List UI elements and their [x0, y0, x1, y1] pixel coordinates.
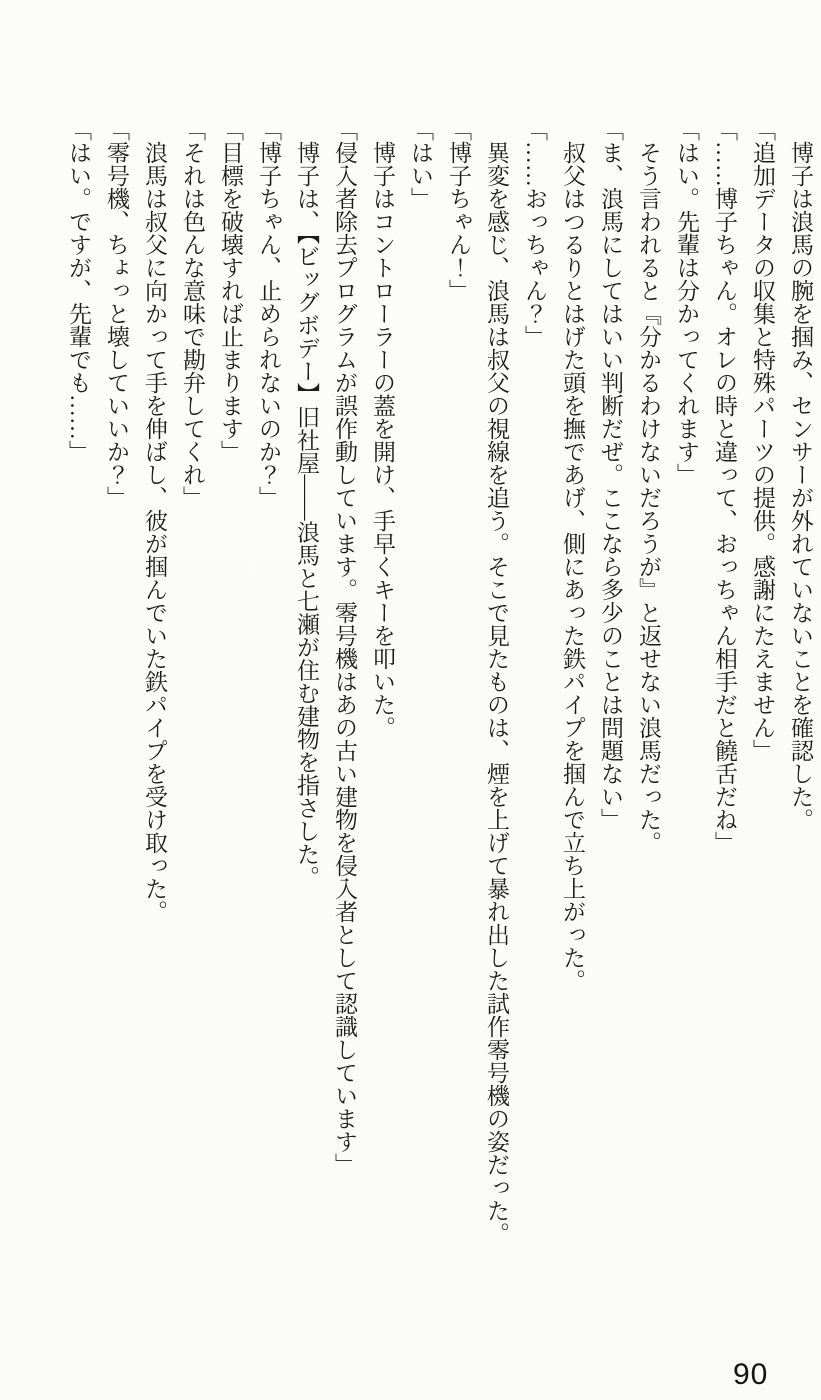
text-column-17-dialogue: 「それは色んな意味で勘弁してくれ」	[180, 118, 205, 509]
text-column-20-dialogue: 「はい。ですが、先輩でも……」	[66, 118, 91, 463]
text-column-3-dialogue: 「……博子ちゃん。オレの時と違って、おっちゃん相手だと饒舌だね」	[712, 118, 737, 854]
page-number: 90	[733, 1358, 769, 1391]
text-column-12-narration: 博子はコントローラーの蓋を開け、手早くキーを叩いた。	[370, 141, 395, 739]
text-column-1-narration: 博子は浪馬の腕を掴み、センサーが外れていないことを確認した。	[788, 141, 813, 831]
text-column-15-dialogue: 「博子ちゃん、止められないのか？」	[256, 118, 281, 509]
text-column-4-dialogue: 「はい。先輩は分かってくれます」	[674, 118, 699, 486]
text-column-9-narration: 異変を感じ、浪馬は叔父の視線を追う。そこで見たものは、煙を上げて暴れ出した試作零号機の姿だった。	[484, 141, 509, 1245]
text-column-7-narration: 叔父はつるりとはげた頭を撫であげ、側にあった鉄パイプを掴んで立ち上がった。	[560, 141, 585, 992]
text-column-8-dialogue: 「……おっちゃん？」	[522, 118, 547, 348]
text-column-11-dialogue: 「はい」	[408, 118, 433, 210]
text-column-6-dialogue: 「ま、浪馬にしてはいい判断だぜ。ここなら多少のことは問題ない」	[598, 118, 623, 831]
text-column-16-dialogue: 「目標を破壊すれば止まります」	[218, 118, 243, 463]
text-column-13-dialogue: 「侵入者除去プログラムが誤作動しています。零号機はあの古い建物を侵入者として認識しています」	[332, 118, 357, 1176]
text-column-5-narration: そう言われると『分かるわけないだろうが』と返せない浪馬だった。	[636, 141, 661, 854]
text-column-19-dialogue: 「零号機、ちょっと壊していいか？」	[104, 118, 129, 509]
text-column-10-dialogue: 「博子ちゃん！」	[446, 118, 471, 302]
text-column-14-narration: 博子は、【ビッグボデー】旧社屋――浪馬と七瀬が住む建物を指さした。	[294, 141, 319, 889]
text-column-18-narration: 浪馬は叔父に向かって手を伸ばし、彼が掴んでいた鉄パイプを受け取った。	[142, 141, 167, 923]
vertical-text-block	[64, 118, 812, 1253]
text-column-2-dialogue: 「追加データの収集と特殊パーツの提供。感謝にたえません」	[750, 118, 775, 762]
